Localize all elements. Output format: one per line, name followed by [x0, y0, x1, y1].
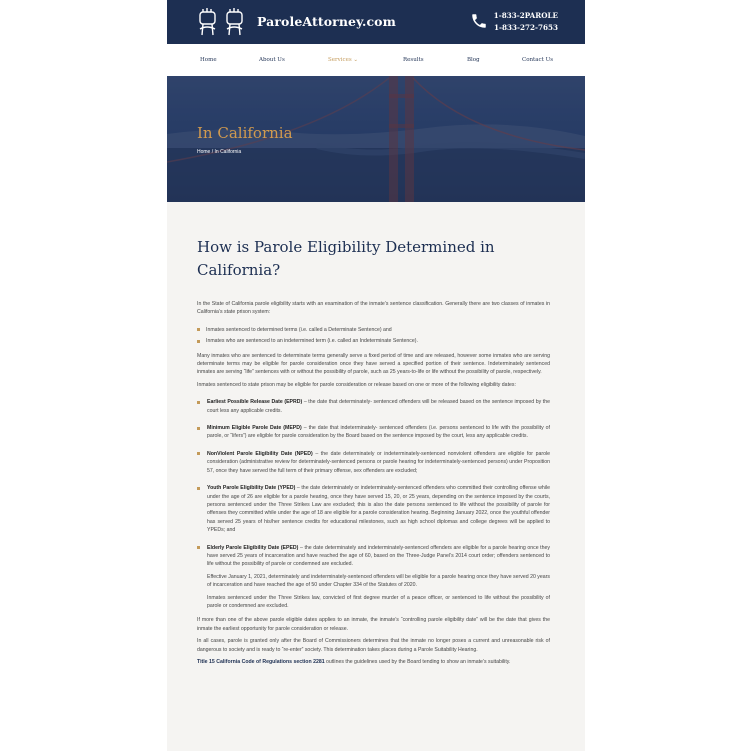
- controlling-date-paragraph: If more than one of the above parole eligible dates applies to an inmate, the inmate’s “controlling parole eligibility date” will be the date that gives the inmate the earliest opportunity for parole consideration or release.: [197, 617, 550, 632]
- nav-services[interactable]: Services ⌄: [328, 57, 359, 63]
- site-logo-text[interactable]: ParoleAttorney.com: [257, 14, 396, 29]
- list-item: [197, 544, 550, 569]
- nav-blog[interactable]: Blog: [467, 57, 480, 63]
- term-eped: Elderly Parole Eligibility Date (EPED): [207, 544, 299, 551]
- term-description: – the date that determinately- sentenced offenders will be released based on the sentence imposed by the court less any applicable credits.: [207, 399, 550, 414]
- term-description: – the date determinately or indeterminately-sentenced offenders who committed their controlling offense while under the age of 26 are eligible for a parole hearing, once they have served 15, 20, or 25 years, depending on the sentence imposed by the courts, persons sentenced under the Three Strikes Law are excluded; this is also the date persons sentenced to life without the possibility of parole for offenses they committed while under the age of 18 are eligible for a parole consideration hearing. Beginning January 2022, once the youthful offender has served 25 years of his/her sentence credits for educational milestones, such as high school diplomas and college degrees will be applied to YPEDs; and: [207, 485, 551, 534]
- parole-granted-paragraph: In all cases, parole is granted only after the Board of Commissioners determines that the inmate no longer poses a current and unreasonable risk of dangerous to society and is ready to “re-enter” society. This determination takes places during a Parole Suitability Hearing.: [197, 638, 550, 653]
- term-mepd: Minimum Eligible Parole Date (MEPD): [207, 425, 302, 432]
- regulations-link[interactable]: Title 15 California Code of Regulations section 2281: [197, 659, 325, 665]
- eligibility-dates-list: [197, 398, 550, 569]
- site-header: [167, 0, 585, 44]
- list-item: [197, 450, 550, 475]
- list-item: [197, 424, 550, 441]
- determinate-terms-paragraph: Many inmates who are sentenced to determinate terms generally serve a fixed period of time and are released, however some inmates who are serving determinate terms may be eligible for parole consideration once they have served a specified portion of their sentence. Indeterminately sentenced inmates are serving “life” sentences with or without the possibility of parole, such as 25 years-to-life or life without the possibility of parole, respectively.: [197, 352, 550, 376]
- term-yped: Youth Parole Eligibility Date (YPED): [207, 485, 296, 492]
- page-title: In California: [197, 124, 293, 142]
- nav-contact-us[interactable]: Contact Us: [522, 57, 554, 63]
- list-item: Inmates sentenced to determined terms (i.e. called a Determinate Sentence) and: [197, 326, 550, 334]
- term-description: – the date determinately and indeterminately-sentenced offenders are eligible for a parole hearing once they have served 25 years of incarceration and have reached the age of 60, based on the Three-Judge Panel’s 2014 court order; offenders sentenced to life without the possibility of parole or condemned are excluded.: [207, 544, 550, 568]
- nav-about-us[interactable]: About Us: [259, 57, 285, 63]
- inmate-classes-list: [197, 326, 550, 346]
- raised-fists-logo-icon[interactable]: [196, 5, 248, 39]
- term-nped: NonViolent Parole Eligibility Date (NPED): [207, 450, 313, 457]
- breadcrumb[interactable]: Home / In California: [197, 149, 242, 155]
- phone-number-vanity[interactable]: 1-833-2PAROLE: [493, 11, 558, 20]
- hero-banner: [167, 76, 585, 202]
- intro-paragraph: In the State of California parole eligibility starts with an examination of the inmate’s sentence classification. Generally there are two classes of inmates in California’s state prison system:: [197, 301, 550, 316]
- excluded-paragraph: Inmates sentenced under the Three Strikes law, convicted of first degree murder of a peace officer, or sentenced to life without the possibility of parole or condemned are excluded.: [207, 594, 550, 609]
- main-content: [197, 236, 550, 666]
- term-description: – the date that indeterminately- sentenced offenders (i.e. persons sentenced to life with the possibility of parole, or “lifers”) are eligible for parole consideration by the Board based on the sentence imposed by the court, less any applicable credits.: [207, 425, 550, 440]
- list-item: [197, 484, 550, 534]
- list-item: [197, 398, 550, 415]
- term-description: – the date determinately or indeterminately-sentenced nonviolent offenders are eligible for parole consideration (administrative review for determinately-sentenced persons or parole hearing for indeterminately-sentenced persons) under Proposition 57, once they have served the full term of their primary offense, sex offenders are excluded;: [207, 450, 550, 474]
- nav-results[interactable]: Results: [403, 57, 424, 63]
- eligibility-dates-intro: Inmates sentenced to state prison may be eligible for parole consideration or release based on one or more of the following eligibility dates:: [197, 381, 516, 388]
- page-frame: [167, 0, 585, 751]
- phone-number-digits[interactable]: 1-833-272-7653: [494, 23, 558, 32]
- list-item: Inmates who are sentenced to an indetermined term (i.e. called an Indeterminate Sentence).: [197, 337, 550, 345]
- phone-icon: [470, 12, 488, 30]
- term-eprd: Earliest Possible Release Date (EPRD): [207, 399, 303, 406]
- main-nav: [167, 44, 585, 76]
- nav-home[interactable]: Home: [200, 57, 217, 63]
- effective-2021-paragraph: Effective January 1, 2021, determinately and indeterminately-sentenced offenders will be eligible for a parole hearing once they have served 20 years of incarceration and have reached the age of 50 under Chapter 334 of the Statutes of 2020.: [207, 573, 550, 589]
- article-heading: How is Parole Eligibility Determined in California?: [197, 238, 495, 279]
- regulations-text: outlines the guidelines used by the Board tending to show an inmate’s suitability.: [324, 659, 511, 665]
- regulations-paragraph: [197, 658, 550, 666]
